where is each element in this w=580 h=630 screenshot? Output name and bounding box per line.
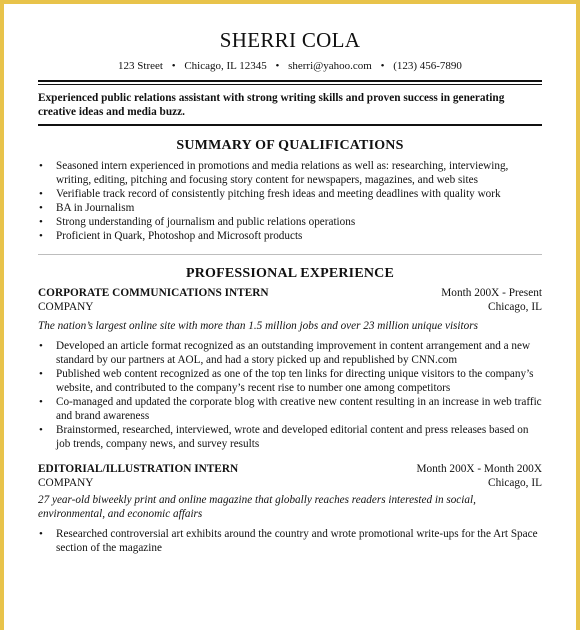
street-address: 123 Street (118, 60, 163, 72)
job-entry (38, 286, 542, 452)
objective-rule (38, 124, 542, 126)
bullet-icon: • (39, 230, 43, 243)
bullet-icon: • (39, 395, 43, 408)
job-bullet: • Developed an article format recognized as an outstanding improvement in content arrangement and a new standard by our partners at AOL, and had a story picked up and republished by CNN.com (39, 339, 531, 366)
summary-item: • BA in Journalism (39, 202, 135, 215)
job-company-row (38, 476, 542, 490)
resume-content (4, 28, 576, 556)
job-location: Chicago, IL (488, 477, 542, 490)
job-description: The nation’s largest online site with more than 1.5 million jobs and over 23 million unique visitors (38, 319, 478, 332)
bullet-icon: • (39, 160, 43, 172)
bullet-icon: • (39, 528, 43, 541)
job-title: EDITORIAL/ILLUSTRATION INTERN (38, 463, 239, 476)
candidate-name: SHERRI COLA (219, 28, 361, 52)
summary-section-title: SUMMARY OF QUALIFICATIONS (176, 138, 404, 153)
job-bullet: • Co-managed and updated the corporate blog with creative new content resulting in an increase in web traffic and brand awareness (39, 395, 542, 423)
header-rule-thin (38, 84, 542, 85)
job-dates: Month 200X - Present (441, 286, 542, 299)
job-company: COMPANY (38, 300, 94, 313)
bullet-icon: • (39, 424, 43, 437)
job-title: CORPORATE COMMUNICATIONS INTERN (38, 286, 269, 299)
summary-item: • Seasoned intern experienced in promotions and media relations as well as: researching, interviewing, writing, editing, pitching and focusing story content for newspapers, magazines, and web sites (39, 160, 509, 187)
job-description: 27 year-old biweekly print and online magazine that globally reaches readers interested in social, environmental, and economic affairs (38, 494, 476, 521)
contact-line (38, 59, 542, 73)
summary-list (38, 159, 542, 244)
bullet-icon: • (39, 216, 43, 229)
bullet-icon: • (39, 188, 43, 201)
separator-dot: • (171, 60, 176, 72)
email-address: sherri@yahoo.com (288, 60, 372, 72)
job-location: Chicago, IL (488, 300, 542, 313)
summary-item: • Verifiable track record of consistently pitching fresh ideas and meeting deadlines with quality work (39, 188, 501, 201)
city-state-zip: Chicago, IL 12345 (184, 60, 267, 72)
bullet-icon: • (39, 339, 43, 352)
separator-dot: • (380, 60, 385, 72)
phone-number: (123) 456-7890 (393, 60, 462, 72)
header-rule-thick (38, 80, 542, 82)
job-bullet: • Brainstormed, researched, interviewed, wrote and developed editorial content and press releases based on job trends, company news, and survey results (39, 424, 529, 451)
section-divider (38, 254, 542, 255)
bullet-icon: • (39, 367, 43, 380)
job-company-row (38, 300, 542, 314)
separator-dot: • (275, 60, 280, 72)
experience-section-title: PROFESSIONAL EXPERIENCE (185, 265, 395, 281)
bullet-icon: • (39, 202, 43, 215)
job-dates: Month 200X - Month 200X (416, 463, 542, 476)
job-bullets (38, 527, 542, 555)
job-bullets (38, 339, 542, 452)
job-header (38, 286, 542, 300)
resume-page (4, 4, 576, 630)
job-bullet: • Researched controversial art exhibits around the country and wrote promotional write-ups for the Art Space section of the magazine (39, 528, 538, 555)
objective-statement: Experienced public relations assistant with strong writing skills and proven success in generating creative ideas and media buzz. (38, 92, 505, 118)
job-entry (38, 462, 542, 555)
job-company: COMPANY (38, 477, 94, 490)
job-header (38, 462, 542, 476)
summary-item: • Strong understanding of journalism and public relations operations (39, 216, 356, 229)
job-bullet: • Published web content recognized as one of the top ten links for directing unique visitors to the company’s website, and contributed to the company’s recent rise to number one among competitors (39, 367, 534, 394)
summary-item: • Proficient in Quark, Photoshop and Microsoft products (39, 230, 303, 243)
